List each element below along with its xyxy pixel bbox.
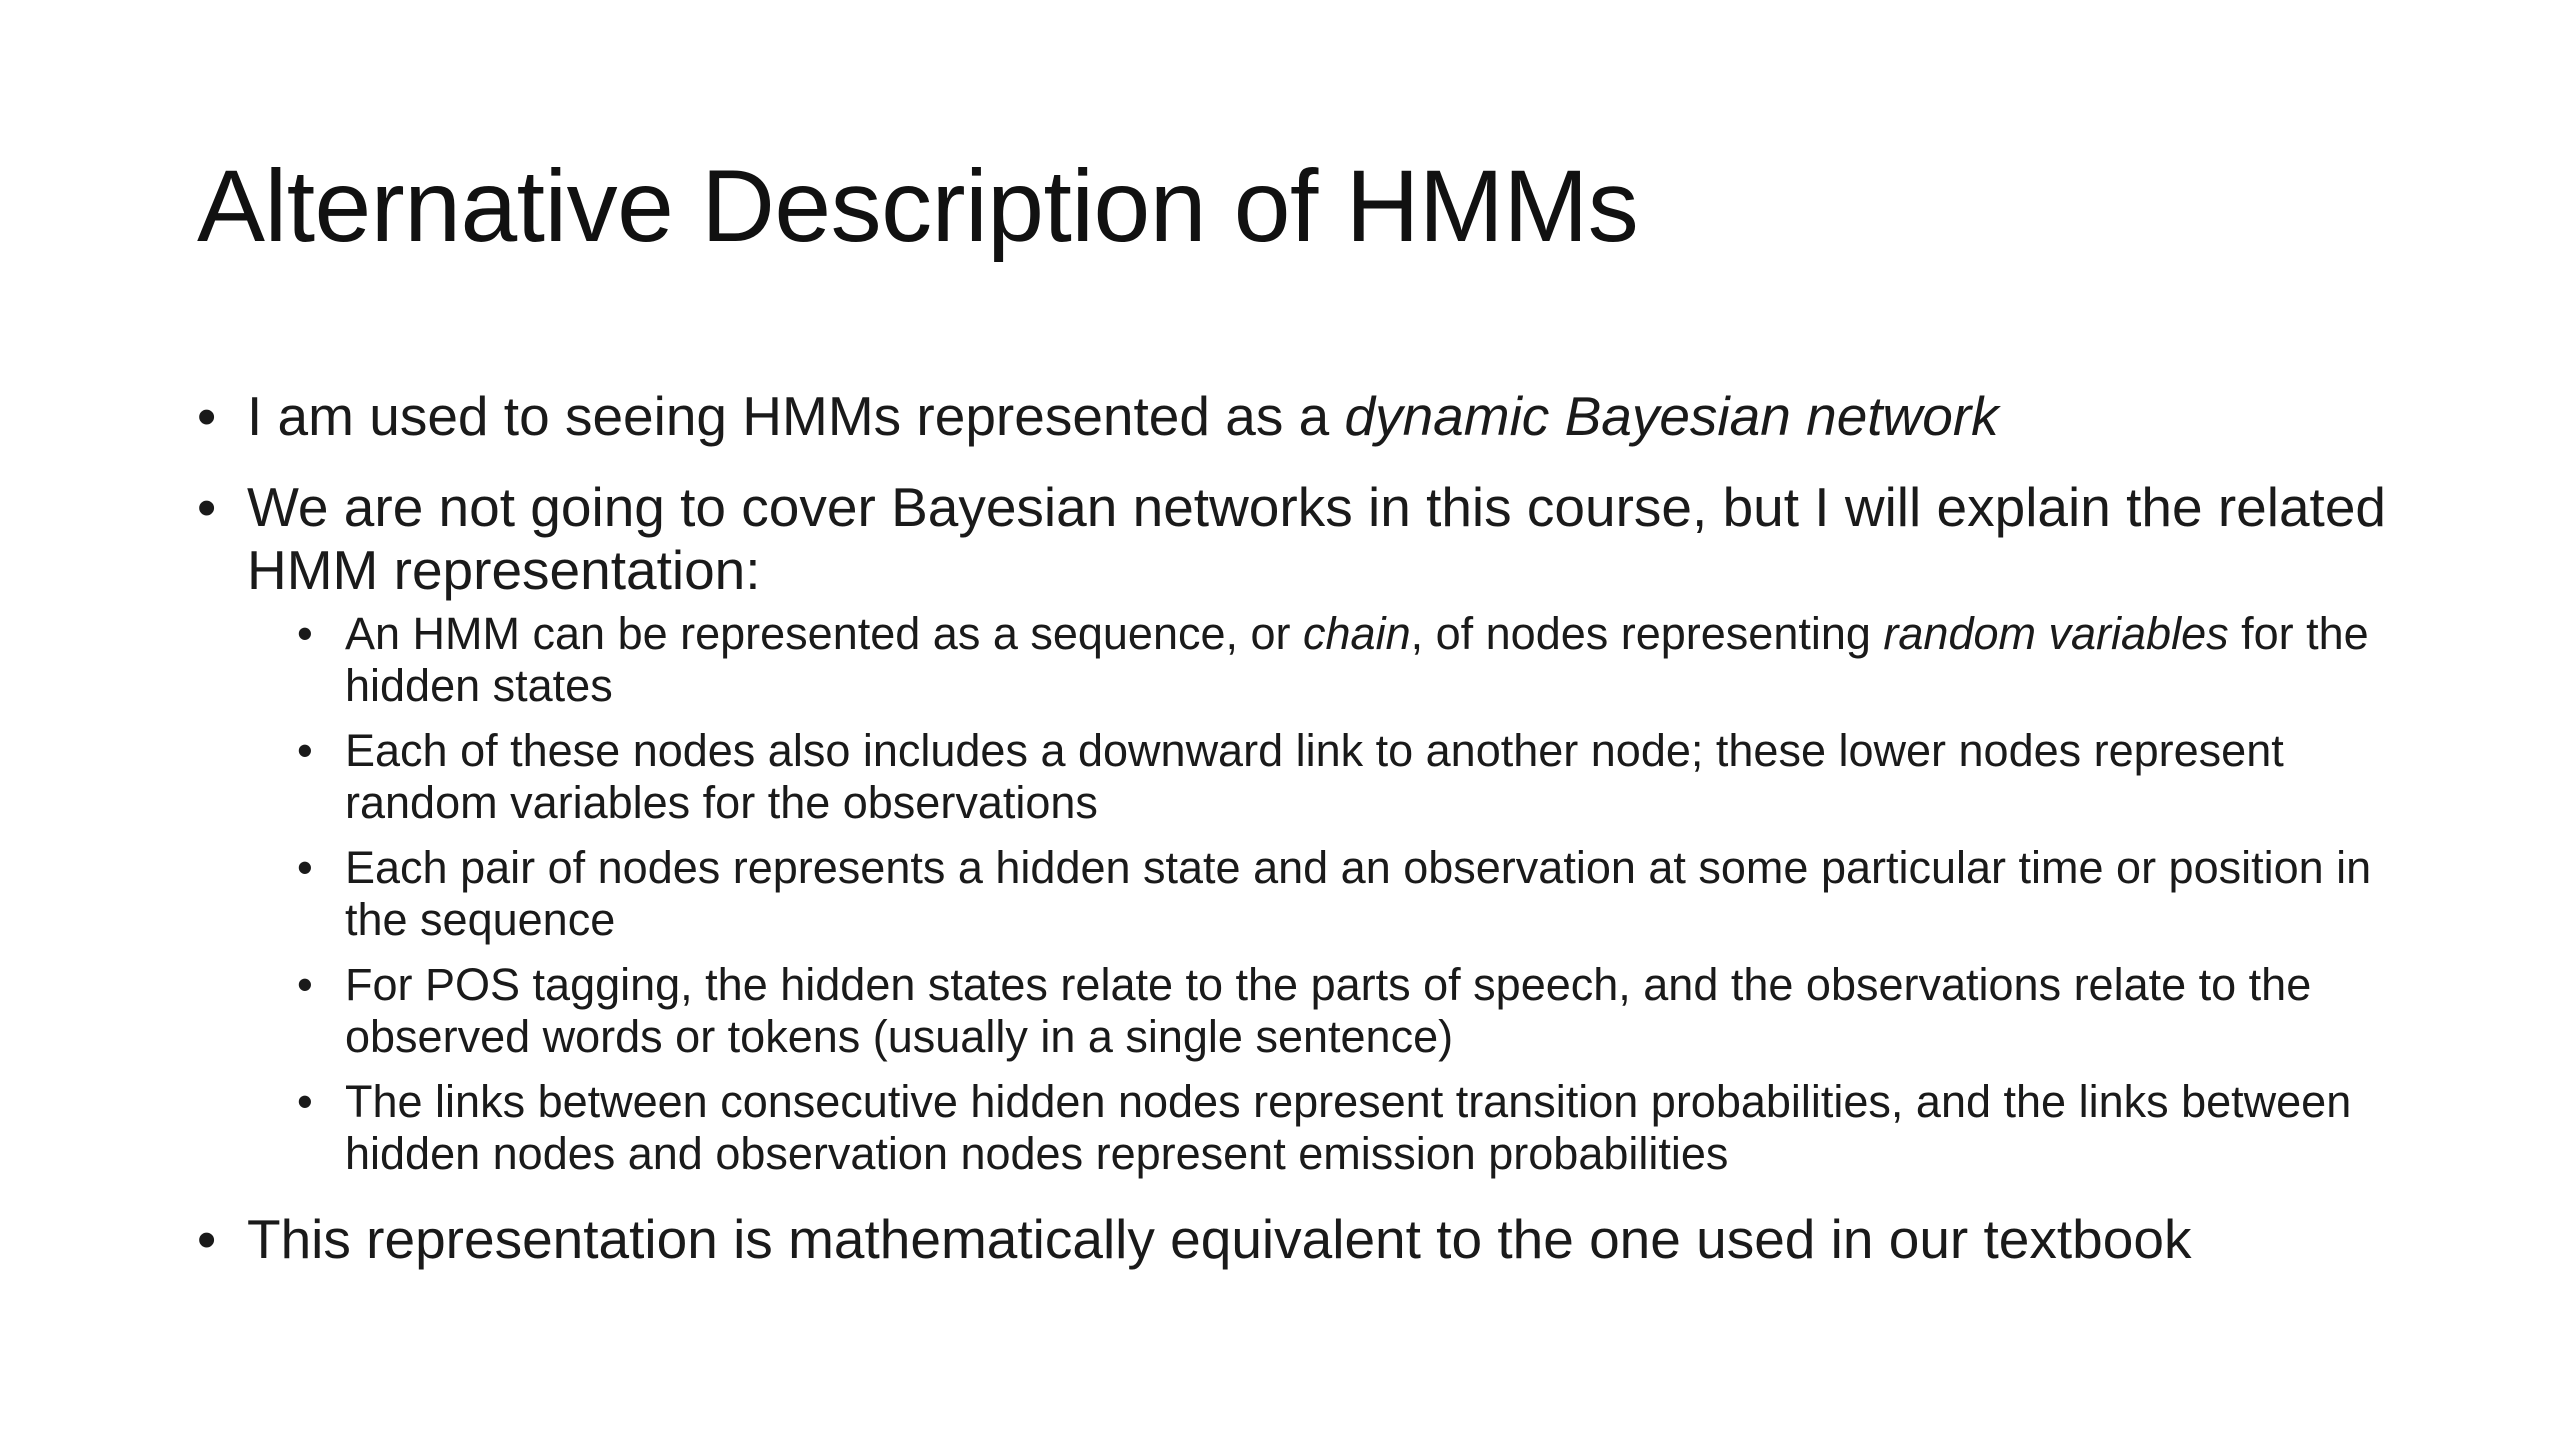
sub-bullet-4-text: For POS tagging, the hidden states relate to the parts of speech, and the observations relate to the observed words or tokens (usually in a single sentence) <box>345 959 2312 1062</box>
bullet-3 <box>197 1208 2427 1271</box>
sub-bullet-dot: • <box>297 959 313 1010</box>
sub-bullet-list <box>297 608 2427 1180</box>
sub-bullet-1-emphasis-random-variables: random variables <box>1883 608 2229 659</box>
sub-bullet-1-emphasis-chain: chain <box>1303 608 1411 659</box>
bullet-2-text: We are not going to cover Bayesian networks in this course, but I will explain the related HMM representation: <box>247 476 2387 601</box>
bullet-1-text: I am used to seeing HMMs represented as a <box>247 385 1345 447</box>
sub-bullet-dot: • <box>297 725 313 776</box>
sub-bullet-1-part-c: for the hidden states <box>345 608 2369 711</box>
sub-bullet-4 <box>297 959 2427 1063</box>
sub-bullet-3 <box>297 842 2427 946</box>
sub-bullet-dot: • <box>297 842 313 893</box>
bullet-dot: • <box>197 1208 217 1270</box>
sub-bullet-2 <box>297 725 2427 829</box>
bullet-dot: • <box>197 476 217 538</box>
slide-title: Alternative Description of HMMs <box>197 149 1639 263</box>
sub-bullet-3-text: Each pair of nodes represents a hidden state and an observation at some particular time or position in the sequence <box>345 842 2372 945</box>
sub-bullet-5 <box>297 1076 2427 1180</box>
sub-bullet-1 <box>297 608 2427 712</box>
bullet-1-emphasis: dynamic Bayesian network <box>1344 385 1999 447</box>
sub-bullet-5-text: The links between consecutive hidden nodes represent transition probabilities, and the links between hidden nodes and observation nodes represent emission probabilities <box>345 1076 2352 1179</box>
sub-bullet-2-text: Each of these nodes also includes a downward link to another node; these lower nodes represent random variables for the observations <box>345 725 2284 828</box>
sub-bullet-dot: • <box>297 608 313 659</box>
bullet-1 <box>197 385 2427 448</box>
bullet-2 <box>197 476 2427 1180</box>
sub-bullet-1-part-b: , of nodes representing <box>1410 608 1884 659</box>
sub-bullet-1-part-a: An HMM can be represented as a sequence, or <box>345 608 1304 659</box>
bullet-3-text: This representation is mathematically equivalent to the one used in our textbook <box>247 1208 2192 1270</box>
slide-body <box>197 385 2427 1299</box>
sub-bullet-dot: • <box>297 1076 313 1127</box>
bullet-dot: • <box>197 385 217 447</box>
